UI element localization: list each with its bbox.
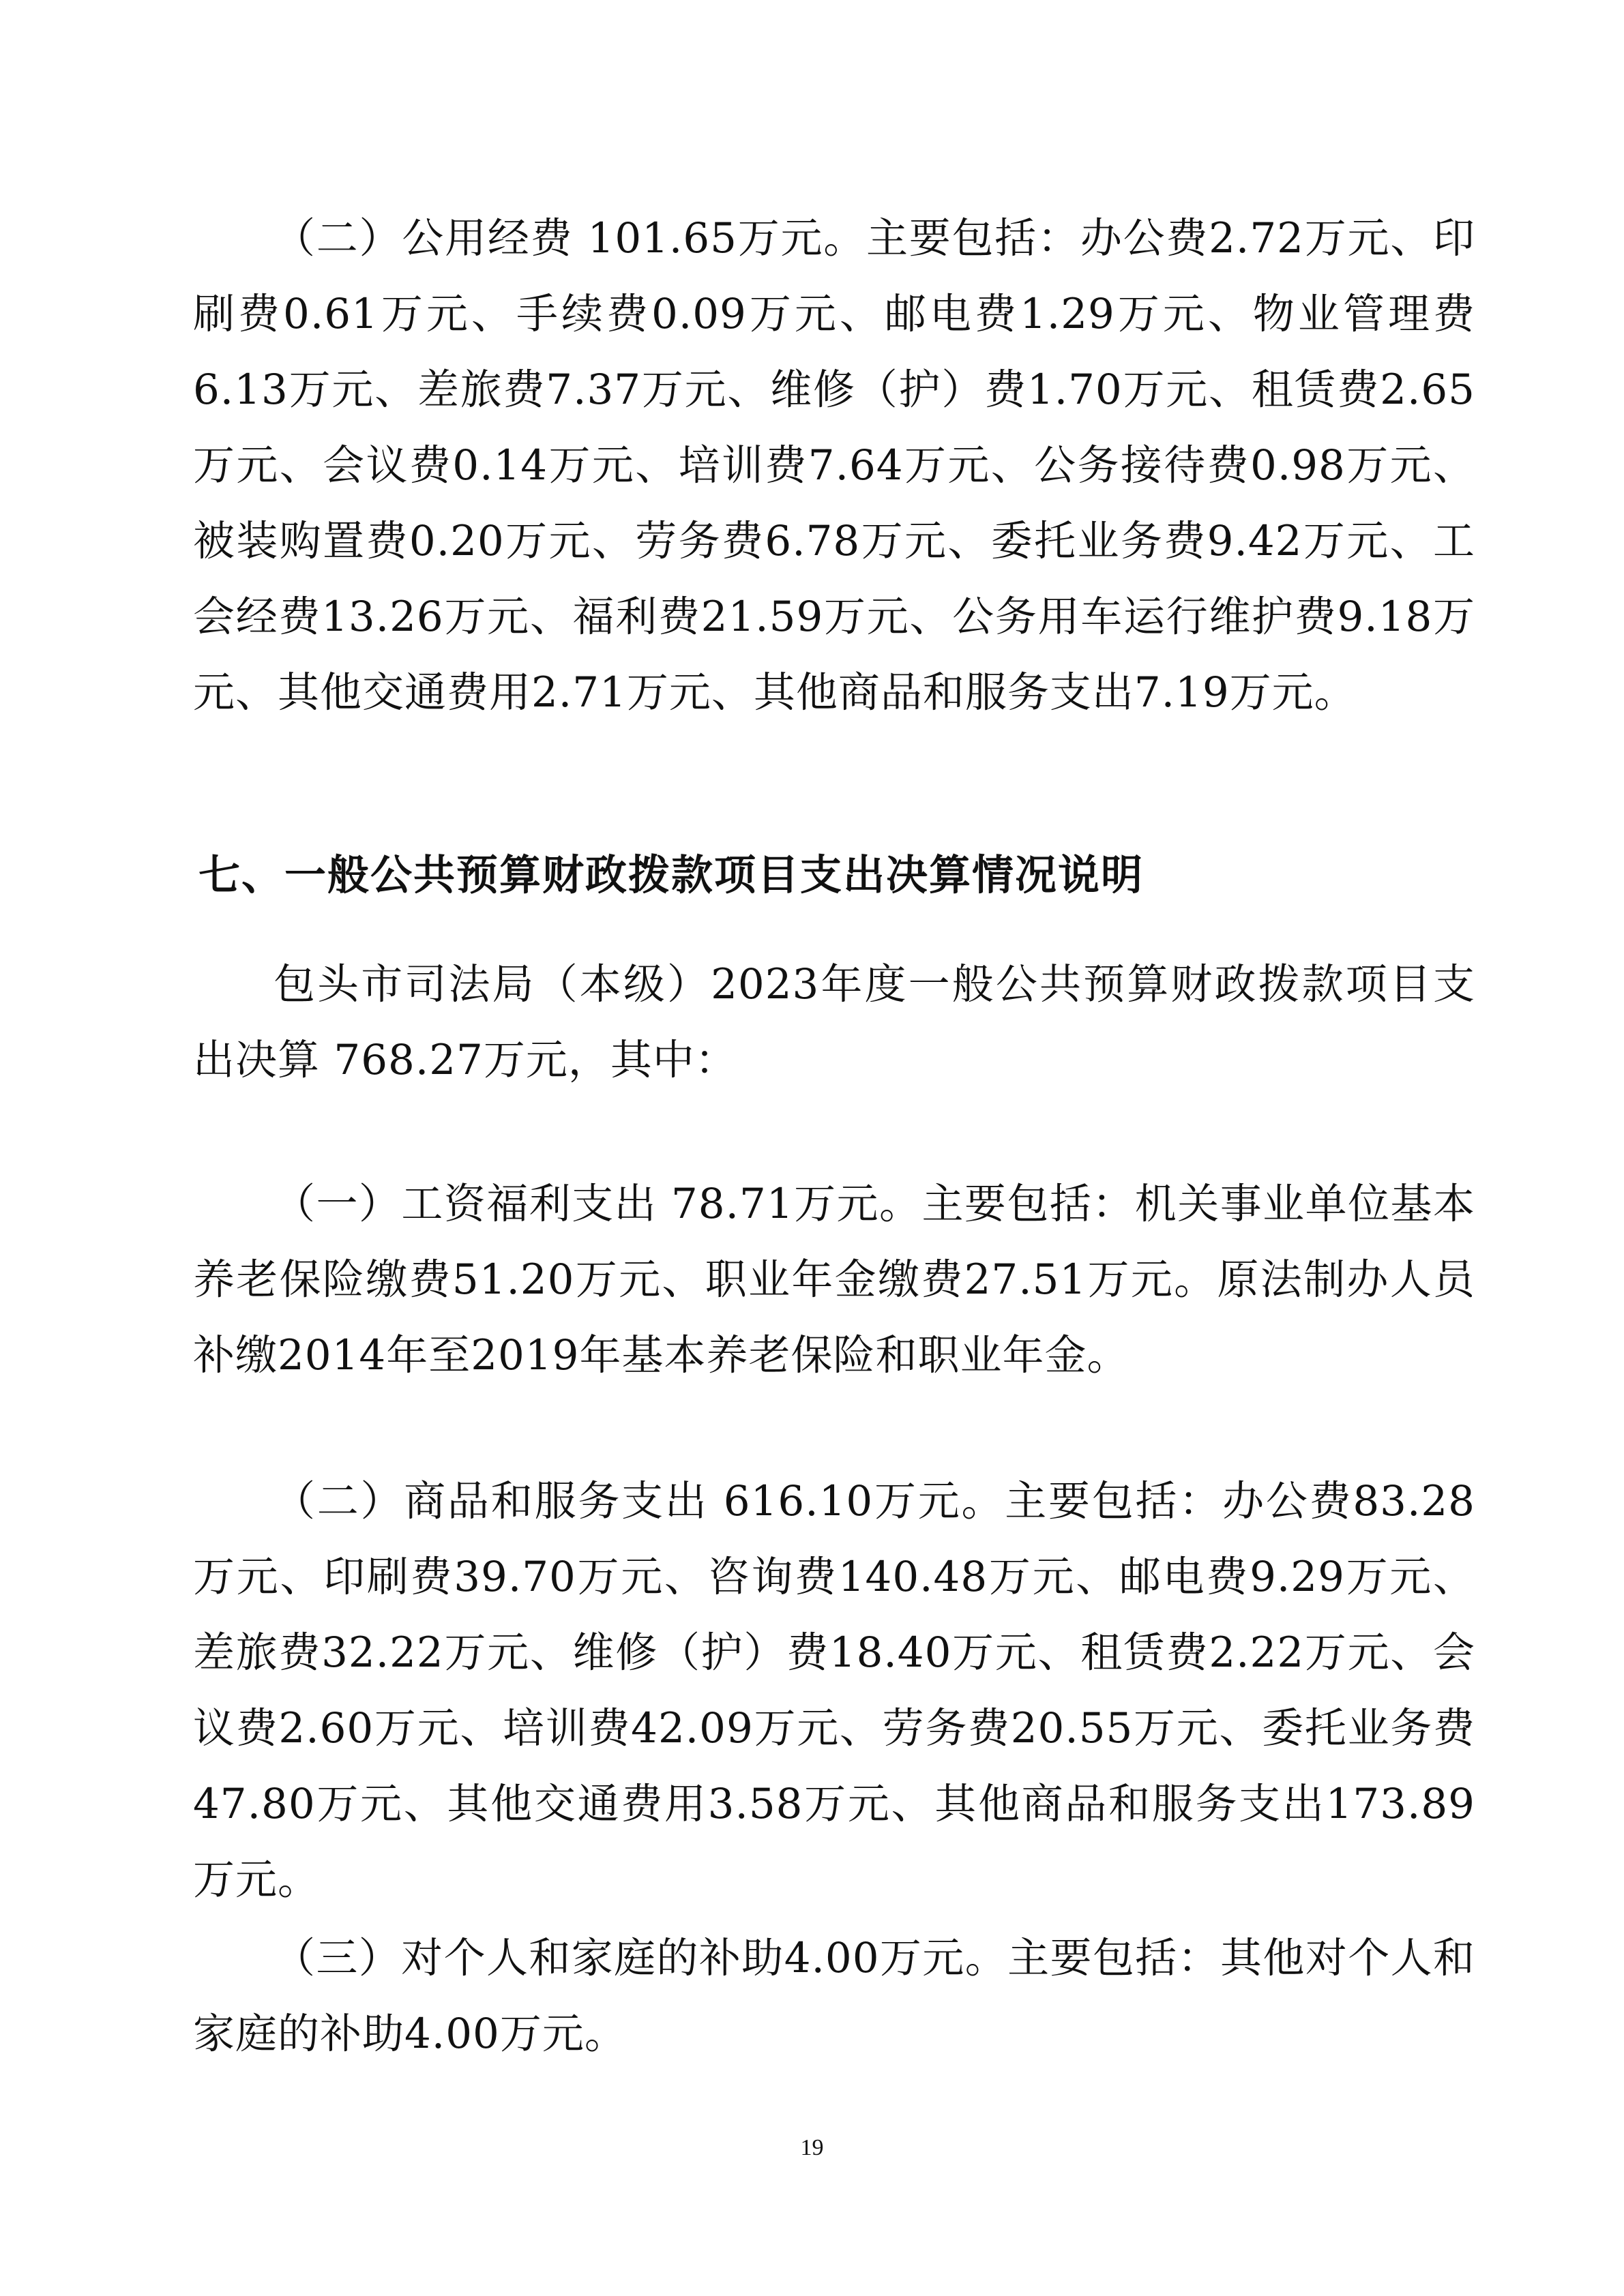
page-number: 19 <box>800 2135 824 2160</box>
paragraph-project-expenditure-intro: 包头市司法局（本级）2023年度一般公共预算财政拨款项目支出决算 768.27万元，其中： <box>193 960 1475 1084</box>
paragraph-wage-welfare: （一）工资福利支出 78.71万元。主要包括：机关事业单位基本养老保险缴费51.20万元、职业年金缴费27.51万元。原法制办人员补缴2014年至2019年基本养老保险和职业年金。 <box>193 1180 1475 1380</box>
paragraph-goods-services: （二）商品和服务支出 616.10万元。主要包括：办公费83.28万元、印刷费39.70万元、咨询费140.48万元、邮电费9.29万元、差旅费32.22万元、维修（护）费18.40万元、租赁费2.22万元、会议费2.60万元、培训费42.09万元、劳务费20.55万元、委托业务费47.80万元、其他交通费用3.58万元、其他商品和服务支出173.89万元。 <box>193 1477 1475 1904</box>
paragraph-public-funds: （二）公用经费 101.65万元。主要包括：办公费2.72万元、印刷费0.61万元、手续费0.09万元、邮电费1.29万元、物业管理费6.13万元、差旅费7.37万元、维修（护）费1.70万元、租赁费2.65万元、会议费0.14万元、培训费7.64万元、公务接待费0.98万元、被装购置费0.20万元、劳务费6.78万元、委托业务费9.42万元、工会经费13.26万元、福利费21.59万元、公务用车运行维护费9.18万元、其他交通费用2.71万元、其他商品和服务支出7.19万元。 <box>193 214 1475 717</box>
paragraph-household-subsidy: （三）对个人和家庭的补助4.00万元。主要包括：其他对个人和家庭的补助4.00万元。 <box>193 1934 1475 2058</box>
section-heading: 七、一般公共预算财政拨款项目支出决算情况说明 <box>198 851 1145 899</box>
